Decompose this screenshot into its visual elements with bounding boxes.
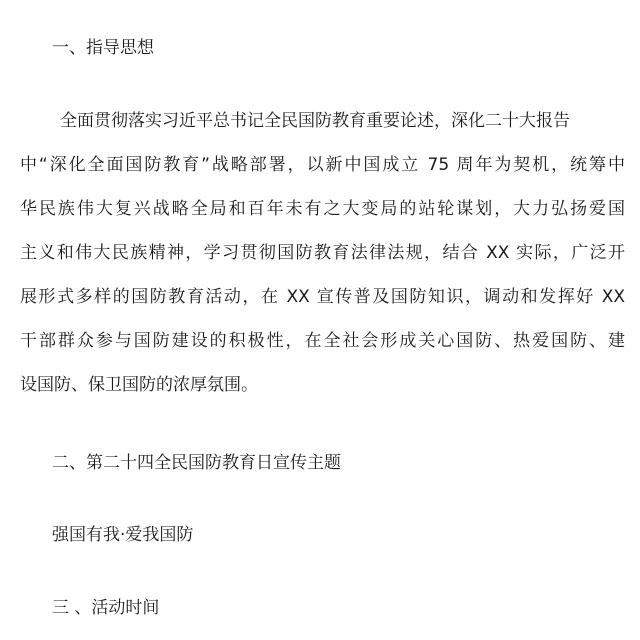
section-1-line-2: 中“深化全面国防教育”战略部署，以新中国成立 75 周年为契机，统筹中 (20, 155, 625, 175)
section-1-line-3: 华民族伟大复兴战略全局和百年未有之大变局的站轮谋划，大力弘扬爱国 (20, 199, 625, 219)
section-1-line-5: 展形式多样的国防教育活动，在 XX 宣传普及国防知识，调动和发挥好 XX (20, 287, 625, 307)
section-1-line-4: 主义和伟大民族精神，学习贯彻国防教育法律法规，结合 XX 实际，广泛开 (20, 243, 625, 263)
section-1-heading: 一、指导思想 (52, 38, 154, 58)
section-2-heading: 二、第二十四全民国防教育日宣传主题 (52, 453, 341, 473)
section-2-theme: 强国有我·爱我国防 (52, 525, 194, 545)
section-1-line-6: 干部群众参与国防建设的积极性，在全社会形成关心国防、热爱国防、建 (20, 331, 625, 351)
section-1-line-1: 全面贯彻落实习近平总书记全民国防教育重要论述，深化二十大报告 (60, 111, 570, 131)
section-3-heading: 三 、活动时间 (52, 598, 160, 618)
section-1-line-7: 设国防、保卫国防的浓厚氛围。 (20, 375, 258, 395)
